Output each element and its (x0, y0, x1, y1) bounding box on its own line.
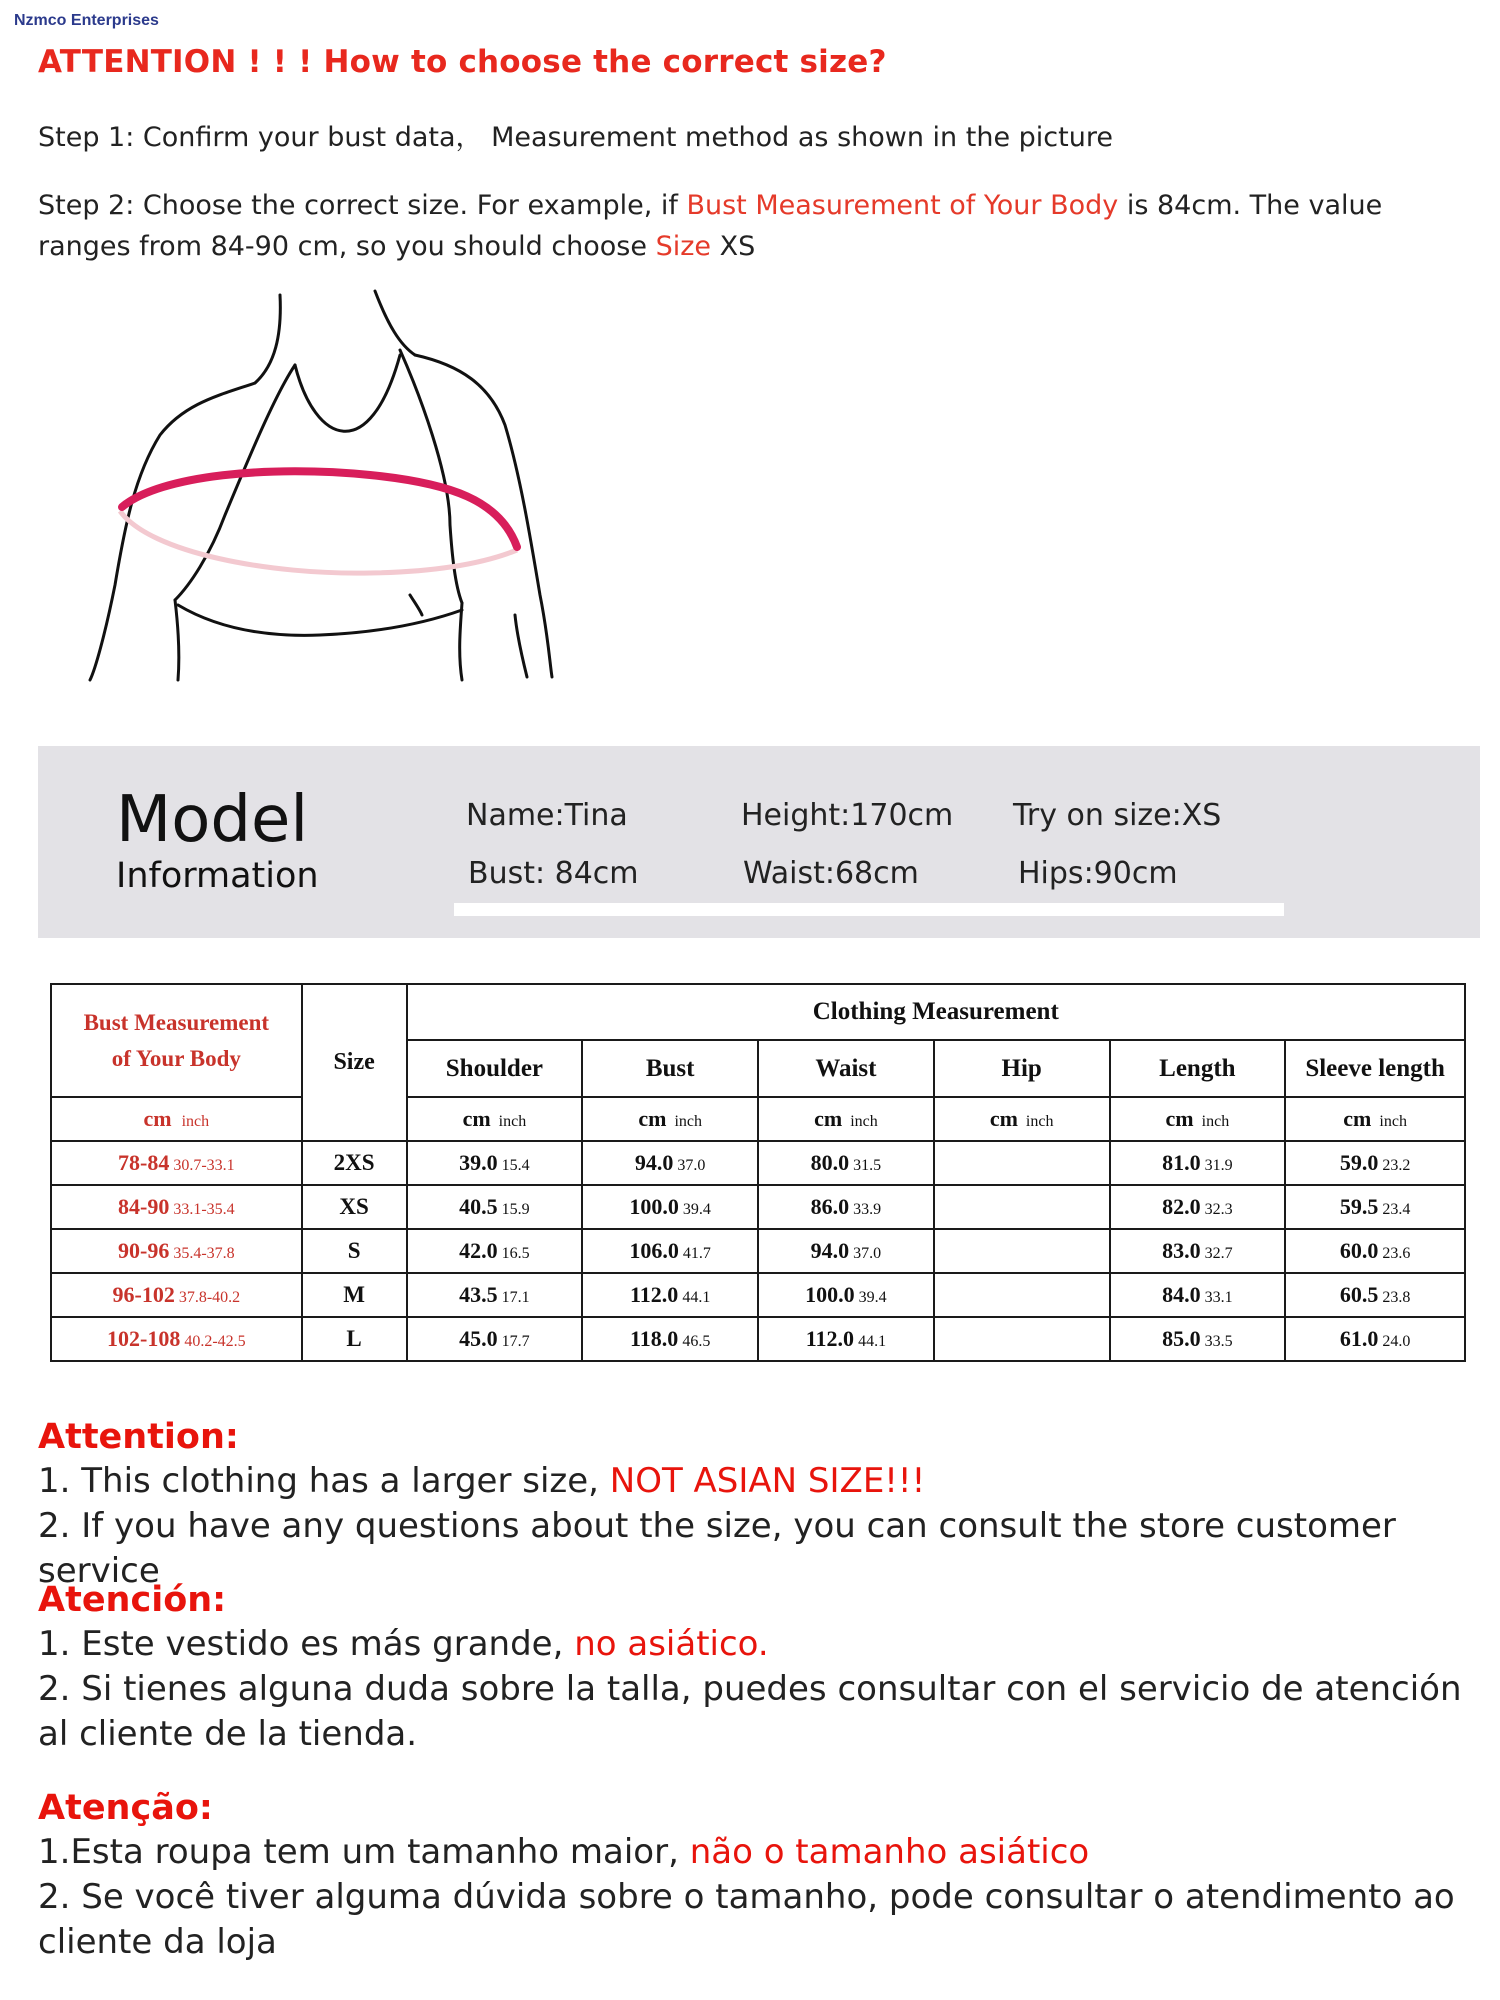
unit-cm: cm (462, 1106, 491, 1131)
model-waist: Waist:68cm (743, 856, 919, 891)
shoulder-cell (407, 1229, 583, 1273)
step-1-text: Step 1: Confirm your bust data， Measurement method as shown in the picture (38, 122, 1113, 153)
step-2-part: XS (711, 231, 756, 262)
table-unit-row (51, 1097, 1465, 1141)
column-bust: Bust (582, 1040, 758, 1097)
value-inch: 32.3 (1204, 1201, 1233, 1218)
divider (454, 903, 1284, 916)
model-hips: Hips:90cm (1018, 856, 1178, 891)
value-cm: 43.5 (459, 1282, 498, 1307)
unit-inch: inch (498, 1113, 527, 1130)
sleeve-cell (1285, 1185, 1465, 1229)
value-inch: 39.4 (858, 1289, 887, 1306)
value-inch: 37.0 (677, 1157, 706, 1174)
table-header-row (51, 984, 1465, 1040)
value-cm: 118.0 (630, 1326, 679, 1351)
value-inch: 41.7 (682, 1245, 711, 1262)
step-2-part: Step 2: Choose the correct size. For example, if (38, 190, 687, 221)
shoulder-cell (407, 1273, 583, 1317)
store-name: Nzmco Enterprises (14, 12, 159, 29)
step-2-size-highlight: Size (655, 231, 712, 262)
unit-cell (407, 1097, 583, 1141)
model-subtitle: Information (116, 856, 319, 896)
torso-outline-icon (70, 285, 580, 695)
table-row (51, 1317, 1465, 1361)
unit-cm: cm (989, 1106, 1018, 1131)
value-cm: 86.0 (810, 1194, 850, 1219)
model-try-on-size: Try on size:XS (1013, 798, 1222, 833)
value-inch: 32.7 (1204, 1245, 1233, 1262)
value-inch: 44.1 (858, 1333, 887, 1350)
value-inch: 37.0 (853, 1245, 882, 1262)
model-height: Height:170cm (741, 798, 954, 833)
column-hip: Hip (934, 1040, 1110, 1097)
step-2-highlight: Bust Measurement of Your Body (686, 190, 1119, 221)
notice-title: Attention: (38, 1417, 239, 1457)
bust-range-cell (51, 1141, 302, 1185)
bust-range-inch: 40.2-42.5 (184, 1333, 246, 1350)
notice-spanish (38, 1578, 1478, 1757)
notice-portuguese (38, 1786, 1478, 1965)
size-cell: L (302, 1317, 407, 1361)
bust-range-inch: 33.1-35.4 (173, 1201, 235, 1218)
clothing-measurement-header: Clothing Measurement (407, 984, 1465, 1040)
length-cell (1110, 1185, 1286, 1229)
value-cm: 82.0 (1162, 1194, 1201, 1219)
sleeve-cell (1285, 1141, 1465, 1185)
notice-line: 2. If you have any questions about the size, you can consult the store customer service (38, 1506, 1396, 1591)
hip-cell (934, 1185, 1110, 1229)
notice-line (38, 1830, 1478, 1875)
bust-range-inch: 37.8-40.2 (178, 1289, 241, 1306)
value-inch: 15.4 (501, 1157, 530, 1174)
table-row (51, 1273, 1465, 1317)
value-cm: 94.0 (634, 1150, 674, 1175)
unit-cm: cm (1343, 1106, 1372, 1131)
value-inch: 33.5 (1204, 1333, 1233, 1350)
value-inch: 23.4 (1382, 1201, 1411, 1218)
table-row (51, 1229, 1465, 1273)
value-inch: 17.7 (501, 1333, 530, 1350)
value-inch: 44.1 (682, 1289, 711, 1306)
notice-highlight: NOT ASIAN SIZE!!! (609, 1461, 926, 1501)
hip-cell (934, 1273, 1110, 1317)
shoulder-cell (407, 1317, 583, 1361)
column-waist: Waist (758, 1040, 934, 1097)
table-row (51, 1185, 1465, 1229)
waist-cell (758, 1185, 934, 1229)
size-cell: 2XS (302, 1141, 407, 1185)
value-cm: 85.0 (1162, 1326, 1201, 1351)
unit-cell (51, 1097, 302, 1141)
table-row (51, 1141, 1465, 1185)
bust-measurement-illustration (70, 285, 580, 695)
unit-cell (934, 1097, 1110, 1141)
sleeve-cell (1285, 1229, 1465, 1273)
value-cm: 81.0 (1162, 1150, 1201, 1175)
value-inch: 31.9 (1204, 1157, 1233, 1174)
bust-range-cm: 90-96 (118, 1238, 170, 1263)
bust-range-cm: 102-108 (107, 1326, 181, 1351)
unit-cell (1285, 1097, 1465, 1141)
bust-range-cell (51, 1273, 302, 1317)
value-inch: 23.6 (1382, 1245, 1411, 1262)
bust-cell (582, 1317, 758, 1361)
bust-range-cm: 96-102 (112, 1282, 175, 1307)
value-cm: 42.0 (459, 1238, 498, 1263)
column-sleeve-length: Sleeve length (1285, 1040, 1465, 1097)
unit-cell (582, 1097, 758, 1141)
hip-cell (934, 1141, 1110, 1185)
value-inch: 23.8 (1382, 1289, 1411, 1306)
notice-title: Atención: (38, 1580, 227, 1620)
value-cm: 94.0 (810, 1238, 850, 1263)
bust-range-cell (51, 1229, 302, 1273)
notice-text: 1. Este vestido es más grande, (38, 1624, 575, 1664)
unit-inch: inch (181, 1113, 210, 1130)
length-cell (1110, 1229, 1286, 1273)
notice-line: 2. Se você tiver alguma dúvida sobre o tamanho, pode consultar o atendimento ao cliente da loja (38, 1877, 1455, 1962)
hip-cell (934, 1317, 1110, 1361)
waist-cell (758, 1229, 934, 1273)
bust-cell (582, 1273, 758, 1317)
bust-range-cell (51, 1317, 302, 1361)
length-cell (1110, 1317, 1286, 1361)
waist-cell (758, 1141, 934, 1185)
unit-cell (1110, 1097, 1286, 1141)
size-cell: XS (302, 1185, 407, 1229)
bust-range-inch: 30.7-33.1 (173, 1157, 235, 1174)
bust-range-cell (51, 1185, 302, 1229)
unit-inch: inch (850, 1113, 878, 1130)
notice-text: 1.Esta roupa tem um tamanho maior, (38, 1832, 690, 1872)
unit-inch: inch (1379, 1113, 1407, 1130)
bust-measurement-header (51, 984, 302, 1097)
notice-english (38, 1415, 1478, 1594)
size-cell: M (302, 1273, 407, 1317)
value-inch: 15.9 (501, 1201, 530, 1218)
unit-cm: cm (1165, 1106, 1194, 1131)
bust-header-line2: of Your Body (111, 1045, 241, 1071)
length-cell (1110, 1141, 1286, 1185)
step-2-part: is 84cm. The value ranges from 84-90 cm, so you should choose (38, 190, 1383, 262)
value-inch: 17.1 (501, 1289, 530, 1306)
value-cm: 40.5 (459, 1194, 498, 1219)
value-cm: 45.0 (459, 1326, 498, 1351)
value-inch: 31.5 (853, 1157, 882, 1174)
bust-range-inch: 35.4-37.8 (173, 1245, 235, 1262)
value-cm: 61.0 (1339, 1326, 1379, 1351)
hip-cell (934, 1229, 1110, 1273)
value-cm: 39.0 (459, 1150, 498, 1175)
waist-cell (758, 1273, 934, 1317)
value-cm: 80.0 (810, 1150, 850, 1175)
length-cell (1110, 1273, 1286, 1317)
unit-cell (758, 1097, 934, 1141)
value-inch: 33.1 (1204, 1289, 1233, 1306)
bust-cell (582, 1229, 758, 1273)
model-information-band (38, 746, 1480, 938)
model-title: Model (116, 783, 309, 857)
notice-highlight: não o tamanho asiático (689, 1832, 1090, 1872)
value-cm: 112.0 (805, 1326, 855, 1351)
value-inch: 16.5 (501, 1245, 530, 1262)
value-cm: 112.0 (630, 1282, 679, 1307)
bust-range-cm: 84-90 (118, 1194, 170, 1219)
headline: ATTENTION ! ! ! How to choose the correct size? (38, 44, 887, 80)
shoulder-cell (407, 1141, 583, 1185)
value-cm: 60.0 (1339, 1238, 1379, 1263)
bust-cell (582, 1185, 758, 1229)
value-inch: 23.2 (1382, 1157, 1411, 1174)
model-name: Name:Tina (466, 798, 628, 833)
bust-range-cm: 78-84 (118, 1150, 170, 1175)
notice-line (38, 1622, 1478, 1667)
unit-cm: cm (143, 1106, 172, 1131)
column-length: Length (1110, 1040, 1286, 1097)
step-2-text (38, 185, 1458, 267)
size-header: Size (302, 984, 407, 1141)
value-inch: 33.9 (853, 1201, 882, 1218)
value-cm: 83.0 (1162, 1238, 1201, 1263)
notice-highlight: no asiático. (574, 1624, 769, 1664)
value-cm: 59.0 (1339, 1150, 1379, 1175)
bust-cell (582, 1141, 758, 1185)
unit-inch: inch (1201, 1113, 1230, 1130)
sleeve-cell (1285, 1317, 1465, 1361)
value-inch: 39.4 (682, 1201, 711, 1218)
value-cm: 100.0 (629, 1194, 679, 1219)
column-shoulder: Shoulder (407, 1040, 583, 1097)
sleeve-cell (1285, 1273, 1465, 1317)
shoulder-cell (407, 1185, 583, 1229)
value-cm: 84.0 (1162, 1282, 1201, 1307)
size-chart-table (50, 983, 1466, 1362)
size-cell: S (302, 1229, 407, 1273)
notice-text: 1. This clothing has a larger size, (38, 1461, 610, 1501)
unit-inch: inch (674, 1113, 702, 1130)
notice-line (38, 1459, 1478, 1504)
value-inch: 24.0 (1382, 1333, 1411, 1350)
unit-cm: cm (814, 1106, 843, 1131)
bust-header-line1: Bust Measurement (83, 1009, 270, 1035)
waist-cell (758, 1317, 934, 1361)
value-cm: 100.0 (805, 1282, 855, 1307)
model-bust: Bust: 84cm (468, 856, 639, 891)
value-cm: 59.5 (1339, 1194, 1379, 1219)
value-inch: 46.5 (682, 1333, 711, 1350)
value-cm: 60.5 (1339, 1282, 1379, 1307)
notice-title: Atenção: (38, 1788, 213, 1828)
notice-line: 2. Si tienes alguna duda sobre la talla, puedes consultar con el servicio de atención al cliente de la tienda. (38, 1669, 1462, 1754)
unit-inch: inch (1025, 1113, 1054, 1130)
unit-cm: cm (638, 1106, 667, 1131)
value-cm: 106.0 (629, 1238, 679, 1263)
